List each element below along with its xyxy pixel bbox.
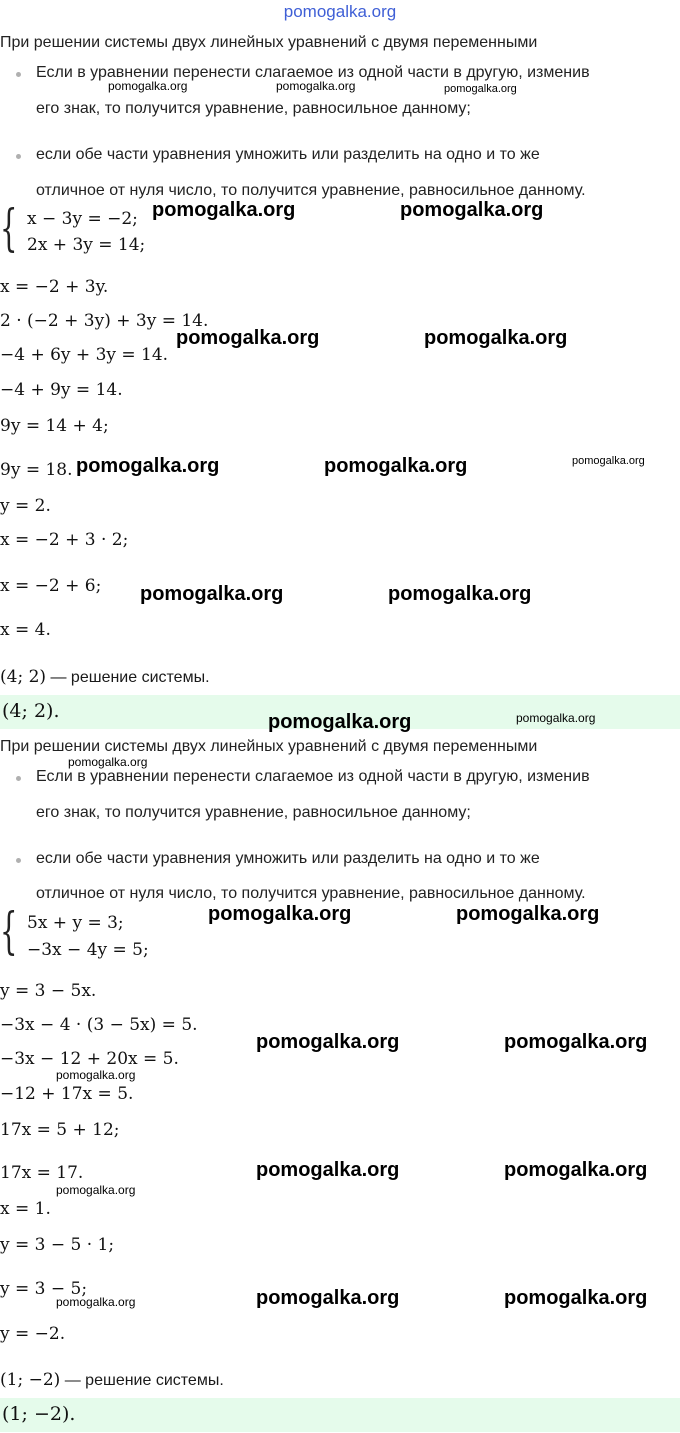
solution-step: y = −2. [0,1324,66,1344]
solution-step: 9y = 18. [0,460,73,480]
watermark: pomogalka.org [572,455,645,467]
watermark: pomogalka.org [504,1031,648,1053]
watermark: pomogalka.org [256,1159,400,1181]
watermark: pomogalka.org [56,1183,136,1197]
system-brace: { [0,902,18,960]
system-equation-1: 5x + y = 3; [27,913,124,933]
solution-step: 2 · (−2 + 3y) + 3y = 14. [0,311,209,331]
solution-label: — решение системы. [64,1372,224,1389]
system-equation-2: 2x + 3y = 14; [27,235,146,255]
rule-2-line-2: отличное от нуля число, то получится уравнение, равносильное данному. [36,182,586,199]
intro-text: При решении системы двух линейных уравнений с двумя переменными [0,34,538,51]
solution-step: x = −2 + 6; [0,576,102,596]
solution-statement [0,667,210,687]
rule-2-line-1: если обе части уравнения умножить или разделить на одно и то же [36,850,540,867]
solution-step: −4 + 9y = 14. [0,380,123,400]
rule-1-line-2: его знак, то получится уравнение, равносильное данному; [36,804,471,821]
solution-step: y = 3 − 5x. [0,981,97,1001]
rule-1-line-2: его знак, то получится уравнение, равносильное данному; [36,100,471,117]
solution-step: x = 4. [0,620,51,640]
solution-step: y = 3 − 5; [0,1279,88,1299]
watermark: pomogalka.org [76,455,220,477]
solution-pair: (4; 2) [0,667,47,687]
solution-step: y = 2. [0,496,51,516]
watermark: pomogalka.org [108,79,188,93]
intro-text: При решении системы двух линейных уравнений с двумя переменными [0,738,538,755]
solution-step: y = 3 − 5 · 1; [0,1235,115,1255]
watermark: pomogalka.org [56,1068,136,1082]
solution-step: x = −2 + 3y. [0,277,109,297]
watermark: pomogalka.org [208,903,352,925]
watermark: pomogalka.org [256,1287,400,1309]
solution-step: −12 + 17x = 5. [0,1084,134,1104]
system-brace: { [0,199,18,257]
rule-2-line-2: отличное от нуля число, то получится уравнение, равносильное данному. [36,885,586,902]
watermark: pomogalka.org [276,79,356,93]
watermark: pomogalka.org [176,327,320,349]
watermark: pomogalka.org [456,903,600,925]
watermark: pomogalka.org [140,583,284,605]
watermark: pomogalka.org [56,1295,136,1309]
solution-statement [0,1370,224,1390]
system-equation-1: x − 3y = −2; [27,209,138,229]
solution-step: 17x = 5 + 12; [0,1120,120,1140]
solution-step: x = −2 + 3 · 2; [0,530,129,550]
rule-1-line-1: Если в уравнении перенести слагаемое из одной части в другую, изменив [36,64,590,81]
watermark: pomogalka.org [444,83,517,95]
watermark: pomogalka.org [152,199,296,221]
solution-step: −3x − 12 + 20x = 5. [0,1049,179,1069]
watermark: pomogalka.org [424,327,568,349]
watermark: pomogalka.org [400,199,544,221]
rule-1-line-1: Если в уравнении перенести слагаемое из одной части в другую, изменив [36,768,590,785]
solution-step: x = 1. [0,1199,51,1219]
watermark: pomogalka.org [268,711,412,733]
site-title[interactable]: pomogalka.org [283,2,397,21]
bullet-icon [16,858,21,863]
solution-label: — решение системы. [50,669,210,686]
solution-step: −3x − 4 · (3 − 5x) = 5. [0,1015,198,1035]
solution-pair: (1; −2) [0,1370,61,1390]
answer-box [0,1398,680,1432]
watermark: pomogalka.org [504,1159,648,1181]
solution-step: 9y = 14 + 4; [0,416,109,436]
watermark: pomogalka.org [256,1031,400,1053]
watermark: pomogalka.org [504,1287,648,1309]
answer-value: (4; 2). [2,700,60,722]
answer-value: (1; −2). [2,1403,76,1425]
system-equation-2: −3x − 4y = 5; [27,940,149,960]
bullet-icon [16,72,21,77]
bullet-icon [16,154,21,159]
bullet-icon [16,776,21,781]
watermark: pomogalka.org [68,755,148,769]
watermark: pomogalka.org [388,583,532,605]
solution-step: 17x = 17. [0,1163,84,1183]
solution-step: −4 + 6y + 3y = 14. [0,345,169,365]
watermark: pomogalka.org [516,711,596,725]
watermark: pomogalka.org [324,455,468,477]
rule-2-line-1: если обе части уравнения умножить или разделить на одно и то же [36,146,540,163]
